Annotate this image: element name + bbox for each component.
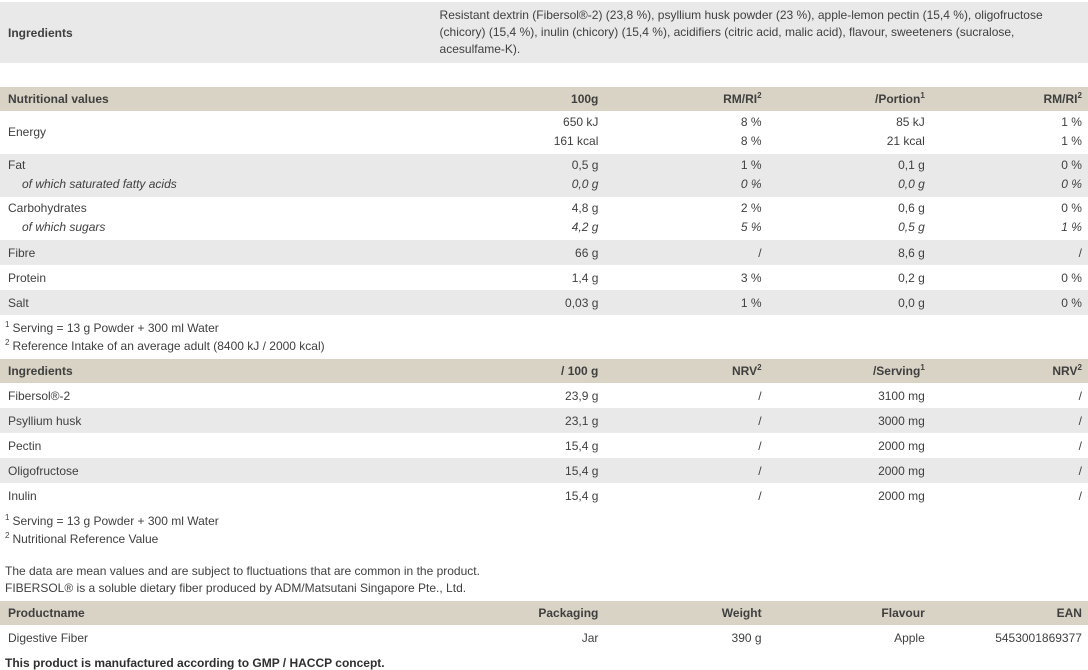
column-header-portion: /Portion$^1$ xyxy=(874,91,925,106)
cell-value: 0 % 1 % xyxy=(1061,201,1082,234)
cell-value: 1 % 0 % xyxy=(740,158,762,191)
table-row-fibersol xyxy=(0,383,1088,408)
ingredient-label: Psyllium husk xyxy=(8,413,82,428)
cell-value: 1,4 g xyxy=(571,270,599,285)
cell-value: 1 % xyxy=(740,295,762,310)
column-header-rmri: $RM/RI^2$ xyxy=(723,91,762,106)
ingredients-text: Resistant dextrin (Fibersol®-2) (23,8 %), psyllium husk powder (23 %), apple-lemon pectin (15,4 %), oligofructose (chicory) (15,4 %), inulin (chicory) (15,4 %), acidifiers (citric acid, malic acid), flavour, sweeteners (sucralose, acesulfame-K). xyxy=(439,8,1043,56)
table-row-product xyxy=(0,625,1088,650)
cell-value: 15,4 g xyxy=(565,438,599,453)
table-row-protein xyxy=(0,265,1088,290)
ingredients-table-header xyxy=(0,359,1088,383)
ingredients-table xyxy=(0,359,1088,508)
cell-value: / xyxy=(1078,438,1082,453)
cell-value: 85 kJ 21 kcal xyxy=(886,115,925,148)
cell-value: 8,6 g xyxy=(898,245,925,260)
cell-value: 2000 mg xyxy=(878,463,925,478)
cell-value: 23,1 g xyxy=(565,413,599,428)
table-row-carbohydrates xyxy=(0,197,1088,240)
cell-value: 3 % xyxy=(740,270,762,285)
cell-value: / xyxy=(758,463,762,478)
table-row-salt xyxy=(0,290,1088,315)
ingredient-label: Pectin xyxy=(8,438,42,453)
cell-value: / xyxy=(758,413,762,428)
cell-value: 2000 mg xyxy=(878,438,925,453)
cell-value: / xyxy=(758,438,762,453)
footnote-serving: $^1$ Serving = 13 g Powder + 300 ml Water xyxy=(5,320,219,335)
cell-value: / xyxy=(1078,245,1082,260)
cell-value: 0,1 g 0,0 g xyxy=(898,158,925,191)
product-table xyxy=(0,601,1088,650)
disclaimer-notes xyxy=(5,563,1088,597)
cell-value: / xyxy=(1078,488,1082,503)
product-name: Digestive Fiber xyxy=(8,630,89,645)
column-header-flavour: Flavour xyxy=(881,606,925,620)
column-header-rmri-portion: $RM/RI^2$ xyxy=(1043,91,1082,106)
nutrient-label: Energy xyxy=(8,125,47,139)
spacer xyxy=(0,63,1088,87)
nutrient-label: Protein xyxy=(8,270,47,285)
gmp-haccp-statement: This product is manufactured according to GMP / HACCP concept. xyxy=(5,656,385,670)
footnote-nrv: $^2$ Nutritional Reference Value xyxy=(5,531,159,546)
cell-value: 23,9 g xyxy=(565,388,599,403)
column-header-weight: Weight xyxy=(721,606,762,620)
cell-value: 66 g xyxy=(575,245,599,260)
cell-value: 1 % 1 % xyxy=(1061,115,1082,148)
cell-value: 0,5 g 0,0 g xyxy=(571,158,599,191)
column-header-nrv-serving: NRV$^2$ xyxy=(1052,363,1082,378)
ingredient-label: Fibersol®-2 xyxy=(8,388,71,403)
ingredients-footnotes xyxy=(0,508,1088,550)
cell-value: 15,4 g xyxy=(565,463,599,478)
cell-packaging: Jar xyxy=(581,630,599,645)
nutrient-label: Fat of which saturated fatty acids xyxy=(8,158,177,191)
cell-value: 0,6 g 0,5 g xyxy=(898,201,925,234)
cell-value: 3100 mg xyxy=(878,388,925,403)
cell-value: / xyxy=(1078,463,1082,478)
cell-value: 3000 mg xyxy=(878,413,925,428)
table-row-fibre xyxy=(0,240,1088,265)
cell-value: 8 % 8 % xyxy=(740,115,762,148)
footnote-reference-intake: $^2$ Reference Intake of an average adult (8400 kJ / 2000 kcal) xyxy=(5,338,325,353)
cell-value: 2000 mg xyxy=(878,488,925,503)
table-row-energy xyxy=(0,111,1088,154)
ingredient-label: Inulin xyxy=(8,488,37,503)
table-row-psyllium-husk xyxy=(0,408,1088,433)
ingredient-label: Oligofructose xyxy=(8,463,79,478)
cell-flavour: Apple xyxy=(894,630,925,645)
nutrient-label: Fibre xyxy=(8,245,36,260)
cell-value: 4,8 g 4,2 g xyxy=(571,201,599,234)
column-header-serving: /Serving$^1$ xyxy=(872,363,925,378)
note-fibersol: FIBERSOL® is a soluble dietary fiber produced by ADM/Matsutani Singapore Pte., Ltd. xyxy=(5,581,467,595)
ingredients-summary-row xyxy=(0,2,1088,63)
cell-value: 0,03 g xyxy=(565,295,599,310)
cell-value: 0 % xyxy=(1061,270,1082,285)
table-row-fat xyxy=(0,154,1088,197)
column-header-nutritional-values: Nutritional values xyxy=(8,92,109,106)
table-row-oligofructose xyxy=(0,458,1088,483)
column-header-ingredients: Ingredients xyxy=(8,364,73,378)
column-header-productname: Productname xyxy=(8,606,85,620)
cell-value: / xyxy=(758,388,762,403)
column-header-100g: 100g xyxy=(571,92,599,106)
cell-value: 650 kJ 161 kcal xyxy=(553,115,599,148)
nutrition-table-header xyxy=(0,87,1088,111)
table-row-inulin xyxy=(0,483,1088,508)
footnote-serving: $^1$ Serving = 13 g Powder + 300 ml Water xyxy=(5,513,219,528)
cell-value: / xyxy=(1078,388,1082,403)
cell-value: / xyxy=(758,488,762,503)
column-header-ean: EAN xyxy=(1056,606,1082,620)
column-header-per-100g: / 100 g xyxy=(561,364,599,378)
nutrition-footnotes xyxy=(0,315,1088,357)
nutrient-label: Salt xyxy=(8,295,29,310)
cell-value: / xyxy=(758,245,762,260)
cell-value: 0,2 g xyxy=(898,270,925,285)
cell-value: 0,0 g xyxy=(898,295,925,310)
column-header-packaging: Packaging xyxy=(538,606,599,620)
cell-value: 0 % 0 % xyxy=(1061,158,1082,191)
table-row-pectin xyxy=(0,433,1088,458)
nutrient-label: Carbohydrates of which sugars xyxy=(8,201,106,234)
ingredients-label: Ingredients xyxy=(8,25,73,40)
nutrition-table xyxy=(0,87,1088,315)
cell-value: 2 % 5 % xyxy=(740,201,762,234)
cell-value: 15,4 g xyxy=(565,488,599,503)
cell-value: 0 % xyxy=(1061,295,1082,310)
column-header-nrv: NRV$^2$ xyxy=(732,363,762,378)
product-table-header xyxy=(0,601,1088,625)
note-mean-values: The data are mean values and are subject to fluctuations that are common in the product. xyxy=(5,564,480,578)
cell-ean: 5453001869377 xyxy=(995,630,1082,645)
cell-weight: 390 g xyxy=(731,630,762,645)
cell-value: / xyxy=(1078,413,1082,428)
